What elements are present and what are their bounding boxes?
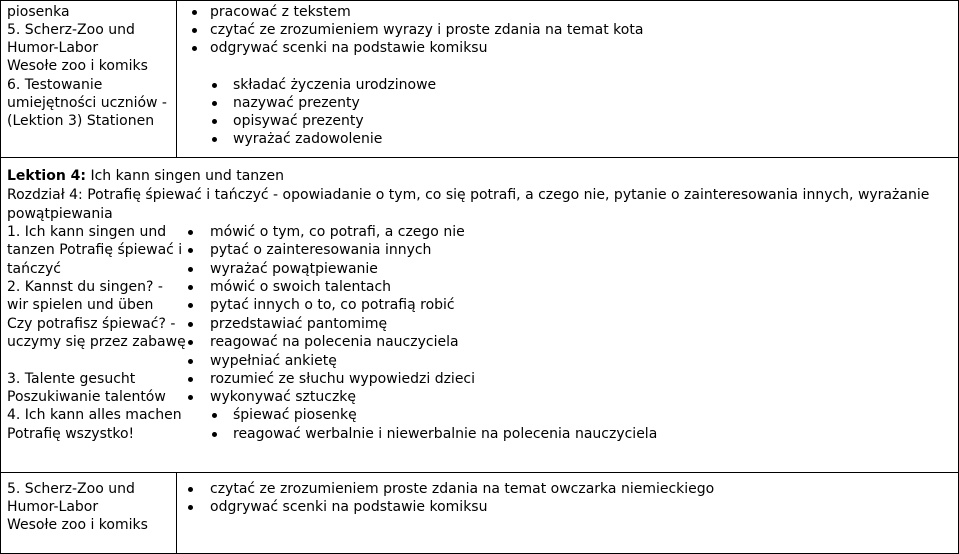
cell-text: 3. Talente gesucht	[7, 371, 136, 387]
bullet-icon	[188, 395, 193, 400]
bullet-icon	[188, 487, 193, 492]
cell-text: tańczyć	[7, 261, 61, 277]
table-border-row2	[0, 472, 959, 473]
cell-text: Humor-Labor	[7, 499, 99, 515]
cell-text: wir spielen und üben	[7, 297, 154, 313]
bullet-icon	[188, 248, 193, 253]
bullet-icon	[212, 413, 217, 418]
cell-text: umiejętności uczniów -	[7, 95, 167, 111]
cell-text: Wesołe zoo i komiks	[7, 58, 148, 74]
bullet-icon	[192, 28, 197, 33]
cell-text: 5. Scherz-Zoo und	[7, 22, 135, 38]
cell-text: Poszukiwanie talentów	[7, 389, 166, 405]
cell-text: Wesołe zoo i komiks	[7, 517, 148, 533]
bullet-icon	[212, 119, 217, 124]
bullet-icon	[188, 377, 193, 382]
cell-text: 5. Scherz-Zoo und	[7, 481, 135, 497]
cell-text: 2. Kannst du singen? -	[7, 279, 163, 295]
bullet-icon	[188, 322, 193, 327]
bullet-icon	[188, 267, 193, 272]
chapter-description-cont: powątpiewania	[7, 206, 113, 222]
lesson-title-text: Ich kann singen und tanzen	[86, 168, 285, 184]
bullet-icon	[212, 432, 217, 437]
bullet-icon	[188, 359, 193, 364]
cell-text: tanzen Potrafię śpiewać i	[7, 242, 183, 258]
cell-text: Potrafię wszystko!	[7, 426, 135, 442]
column-divider-top	[176, 0, 177, 157]
bullet-icon	[192, 46, 197, 51]
cell-text: Czy potrafisz śpiewać? -	[7, 316, 176, 332]
table-border-left	[0, 0, 1, 554]
chapter-description: Rozdział 4: Potrafię śpiewać i tańczyć - opowiadanie o tym, co się potrafi, a czego nie, pytanie o zainteresowania innych, wyrażanie	[7, 187, 930, 203]
table-border-row1	[0, 157, 959, 158]
cell-text: 4. Ich kann alles machen	[7, 407, 182, 423]
bullet-icon	[212, 83, 217, 88]
lesson-title	[7, 167, 284, 185]
bullet-icon	[188, 230, 193, 235]
table-border-top	[0, 0, 959, 1]
cell-text: 6. Testowanie	[7, 77, 103, 93]
bullet-icon	[192, 10, 197, 15]
bullet-icon	[188, 340, 193, 345]
bullet-icon	[212, 137, 217, 142]
bullet-icon	[188, 505, 193, 510]
cell-text: (Lektion 3) Stationen	[7, 113, 155, 129]
cell-text: Humor-Labor	[7, 40, 99, 56]
bullet-icon	[188, 303, 193, 308]
column-divider-bottom	[176, 472, 177, 553]
bullet-icon	[188, 285, 193, 290]
lesson-title-label: Lektion 4:	[7, 168, 87, 184]
cell-text: piosenka	[7, 4, 70, 20]
cell-text: 1. Ich kann singen und	[7, 224, 167, 240]
bullet-icon	[212, 101, 217, 106]
cell-text: uczymy się przez zabawę	[7, 334, 186, 350]
